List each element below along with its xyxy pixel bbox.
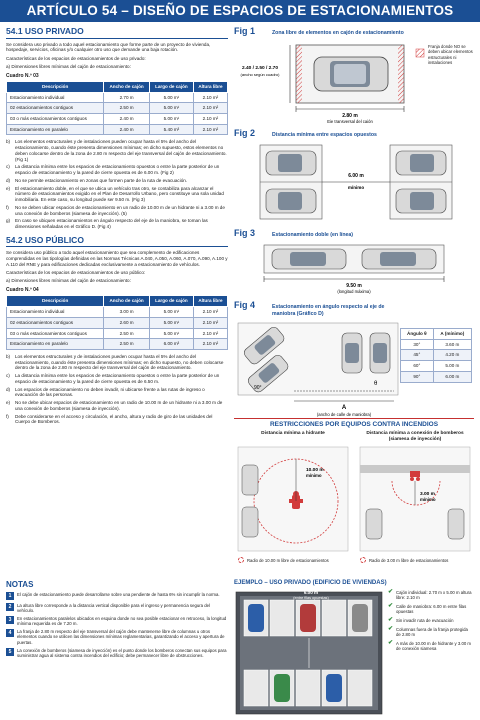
characteristics-label: Características de los espacios de estacionamientos de uso público:	[6, 270, 146, 276]
list-item: c) La distancia mínima entre los espacios de estacionamiento opuestos o entre la parte posterior de un espacio de estacionamiento y la pared de cierre opuesta es de 6.00 m. (Fig 2)	[6, 164, 220, 176]
figure-title: Zona libre de elementos en cajón de estacionamiento	[272, 30, 404, 36]
example-distance-note: (entre filas opuestas)	[293, 595, 329, 600]
page-title: ARTÍCULO 54 – DISEÑO DE ESPACIOS DE ESTACIONAMIENTOS	[0, 0, 480, 22]
right-column	[234, 26, 474, 569]
table-cell: Estacionamiento en paralelo	[7, 339, 104, 350]
table-row	[7, 328, 228, 339]
legend-swatch	[416, 49, 424, 57]
table-row	[7, 92, 228, 103]
car-icon	[266, 189, 316, 213]
table-header: A (mínimo)	[433, 329, 471, 340]
check-icon: ✔	[388, 602, 394, 609]
figure-4	[234, 300, 474, 417]
car-icon	[272, 249, 346, 269]
car-icon	[274, 674, 290, 702]
list-item: f) No se deben ubicar espacios de estacionamiento en un radio de 10.00 m de un hidrante ni a 3.00 m de una conexión de bomberos (siamesa de inyección). (5)	[6, 204, 225, 216]
list-item: e) No se debe ubicar espacios de estacionamiento en un radio de 10.00 m de un hidrante ni a 3.00 m de una conexión de bomberos (siamesa de inyección).	[6, 400, 223, 411]
left-column	[6, 26, 228, 427]
car-icon	[448, 509, 464, 539]
car-icon	[396, 189, 446, 213]
table-cell: 5.00 m¹	[149, 92, 193, 103]
siamese-distance: 3.00 m	[420, 492, 435, 498]
car-icon	[366, 509, 382, 539]
figure-3	[234, 228, 474, 296]
fig1-axis-label: Eje transversal del cajón	[327, 119, 373, 124]
table-header: Altura libre	[193, 81, 227, 92]
check-icon: ✔	[388, 625, 394, 632]
table-cell: 2.40 m	[104, 114, 150, 125]
subitem-a: a) Dimensiones libres mínimas del cajón de estacionamiento:	[6, 63, 131, 69]
fig3-diagram	[234, 241, 474, 295]
figure-title: Distancia mínima entre espacios opuestos	[272, 132, 377, 138]
table-header: Altura libre	[193, 296, 227, 307]
table-cell: 3.00 m	[104, 307, 150, 318]
dimensions-table-public	[6, 295, 228, 350]
fig2-diagram	[234, 141, 474, 223]
note-item: 4 La franja de 2.80 m respecto del eje transversal del cajón debe mantenerse libre de columnas u otros elementos cuando se utilicen las dimensiones mínimas reglamentarias, garantizando el acceso y apertura de puertas.	[6, 629, 228, 645]
table-header: Ángulo θ	[401, 329, 434, 340]
car-icon	[242, 507, 258, 537]
siamese-legend: Radio de 3.00 m libre de estacionamientos	[369, 557, 449, 563]
table-header: Largo de cajón	[149, 296, 193, 307]
table-cell: 5.40 m³	[149, 124, 193, 135]
note-item: 2 La altura libre corresponde a la distancia vertical disponible para el ingreso y permanencia segura del vehículo.	[6, 603, 228, 614]
table-cell: 5.00 m¹	[149, 328, 193, 339]
check-icon: ✔	[388, 616, 394, 623]
car-icon	[396, 151, 446, 175]
check-item: ✔ A más de 10.00 m de hidrante y 3.00 m de conexión siamesa	[388, 640, 472, 652]
car-icon	[326, 674, 342, 702]
figure-label: Fig 4	[234, 300, 256, 310]
restricted-strip	[296, 45, 302, 103]
angle-table	[400, 328, 472, 383]
figure-title: Estacionamiento en ángulo respecto al eje de maniobra (Gráfico D)	[272, 304, 385, 317]
table-row	[7, 307, 228, 318]
characteristics-label: Características de los espacios de estacionamientos de uso privado:	[6, 55, 146, 61]
table-cell: 2.60 m	[104, 317, 150, 328]
car-icon	[352, 604, 368, 632]
table-cell: 6.00 m	[433, 371, 471, 382]
fig4-a-caption: (ancho de calle de maniobra)	[316, 412, 372, 417]
table-cell: 2.70 m	[104, 92, 150, 103]
figure-label: Fig 2	[234, 128, 256, 138]
angle-90-label: 90°	[254, 385, 262, 391]
car-icon	[362, 249, 436, 269]
table-row	[401, 339, 472, 350]
legend-radius-icon	[360, 557, 366, 563]
table-cell: 5.00 m¹	[149, 114, 193, 125]
table-row	[401, 350, 472, 361]
fig4-diagram	[234, 319, 402, 419]
table-caption: Cuadro N.º 04	[6, 287, 39, 294]
figure-title: Estacionamiento doble (en línea)	[272, 232, 353, 238]
list-item: e) El estacionamiento doble, en el que se ubica un vehículo tras otro, se contabiliza para alcanzar el número de estacionamientos exigido en el Plan de Desarrollo Urbano, pero constituye una sola unidad inmobiliaria. En este caso, su longitud puede ser 9.50 m. (Fig 3)	[6, 185, 224, 203]
figure-label: Fig 1	[234, 26, 256, 36]
siamese-title: Distancia mínima a conexión de bomberos (siamesa de inyección)	[366, 431, 464, 443]
hydrant-distance: 10.00 m	[306, 468, 324, 474]
table-cell: 5.00 m	[433, 361, 471, 372]
example-checklist	[384, 590, 472, 716]
car-icon	[370, 333, 390, 373]
table-cell: 90°	[401, 371, 434, 382]
section-heading-uso-publico: 54.2 USO PÚBLICO	[6, 235, 228, 248]
table-cell: 02 estacionamientos contiguos	[7, 317, 104, 328]
table-cell: 2.10 m²	[193, 92, 227, 103]
table-row	[7, 114, 228, 125]
section-intro: Se considera uso privado a todo aquel estacionamiento que forme parte de un proyecto de vivienda, hospedaje, servicios, oficinas y/o cualquier otro uso que demande una baja rotación.	[6, 41, 211, 53]
table-row	[7, 317, 228, 328]
fig2-distance: 6.00 m	[348, 173, 364, 180]
table-cell: Estacionamiento individual	[7, 307, 104, 318]
table-header: Ancho de cajón	[104, 296, 150, 307]
car-icon	[266, 151, 316, 175]
table-cell: 60°	[401, 361, 434, 372]
fig1-legend: Franja donde NO se deben ubicar elementos estructurales ni instalaciones	[428, 44, 473, 65]
example-section	[234, 580, 474, 716]
car-icon	[300, 604, 316, 632]
fire-diagram	[234, 445, 474, 553]
check-icon: ✔	[388, 588, 394, 595]
table-cell: 2.40 m	[104, 124, 150, 135]
example-heading: EJEMPLO – USO PRIVADO (EDIFICIO DE VIVIENDAS)	[234, 580, 387, 586]
table-cell: 4.20 m	[433, 350, 471, 361]
rules-list-private	[6, 139, 228, 229]
check-item: ✔ Columnas fuera de la franja protegida de 2.80 m	[388, 625, 468, 638]
table-row	[7, 103, 228, 114]
hydrant-title: Distancia mínima a hidrante	[261, 431, 325, 437]
table-cell: 03 o más estacionamientos contiguos	[7, 114, 104, 125]
section-heading-uso-privado: 54.1 USO PRIVADO	[6, 26, 228, 39]
rules-list-public	[6, 354, 228, 425]
list-item: c) La distancia mínima entre los espacios de estacionamiento opuestos o entre la parte posterior de un espacio de estacionamiento y la pared de cierre opuesta es de 6.50 m.	[6, 373, 220, 384]
legend-radius-icon	[238, 557, 244, 563]
figure-1	[234, 26, 474, 124]
table-cell: 5.00 m¹	[149, 317, 193, 328]
fig1-width-note: (ancho según cuadro)	[240, 72, 280, 78]
restricted-strip	[398, 45, 404, 103]
subitem-a: a) Dimensiones libres mínimas del cajón de estacionamiento:	[6, 278, 131, 284]
figure-label: Fig 3	[234, 228, 256, 238]
car-icon	[342, 333, 362, 373]
table-cell: Estacionamiento en paralelo	[7, 124, 104, 135]
note-item: 1 El cajón de estacionamiento puede desarrollarse sobre una pendiente de hasta 6% sin incumplir la norma.	[6, 592, 228, 600]
table-cell: 3.60 m	[433, 339, 471, 350]
hydrant-distance-note: mínimo	[306, 473, 322, 479]
fig1-length: 2.80 m	[342, 113, 358, 120]
table-cell: 45°	[401, 350, 434, 361]
table-cell: 2.50 m	[104, 339, 150, 350]
table-cell: 2.50 m	[104, 328, 150, 339]
list-item: d) No se permite estacionamiento en zonas que formen parte de la ruta de evacuación.	[6, 177, 188, 183]
check-item: ✔ Cajón individual: 2.70 m x 5.00 m altura libre: 2.10 m	[388, 588, 472, 600]
check-item: ✔ Calle de maniobra: 6.00 m entre filas opuestas	[388, 602, 467, 615]
list-item: f) Debe considerarse en el acceso y circulación, el ancho, altura y radio de giro de las unidades del Cuerpo de Bomberos.	[6, 413, 213, 425]
list-item: d) Los espacios de estacionamiento no deben invadir, ni ubicarse frente a las rutas de ingreso o evacuación de las personas.	[6, 386, 205, 398]
table-cell: 2.10 m²	[193, 103, 227, 114]
table-row	[7, 124, 228, 135]
list-item: g) En caso se ubiquen estacionamientos en ángulo respecto del eje de la maniobra, se toman las dimensiones señaladas en el Gráfico D. (Fig 4)	[6, 218, 208, 230]
table-cell: 5.00 m¹	[149, 307, 193, 318]
table-row	[7, 339, 228, 350]
section-intro: Se considera uso público a todo aquel estacionamiento que sea complemento de edificaciones comprendidas en las tipologías definidas en las Normas Técnicas A.040, A.050, A.060, A.070, A.090, A.100 y A.110 del RNE y para edificaciones dedicadas exclusivamente a estacionamiento de vehículos.	[6, 250, 228, 267]
parking-row	[244, 670, 372, 706]
table-cell: 2.10 m²	[193, 328, 227, 339]
check-item: ✔ Sin invadir ruta de evacuación	[388, 616, 454, 623]
table-cell: 5.00 m¹	[149, 103, 193, 114]
figure-2	[234, 128, 474, 224]
note-item: 3 En estacionamientos paralelos ubicados en esquina donde no sea posible estacionar en retroceso, la longitud mínima requerida es de 7.20 m.	[6, 616, 228, 627]
list-item: b) Los elementos estructurales y de instalaciones pueden ocupar hasta el 5% del ancho del estacionamiento, cuando éste presenta dimensiones mínimas; en dicho supuesto, no deben colocarse dentro de la zona de 2.80 m respecto del eje transversal del cajón de estacionamiento.	[6, 353, 224, 371]
theta-label: θ	[374, 381, 378, 387]
notes-section	[6, 580, 228, 661]
hydrant-legend: Radio de 10.00 m libre de estacionamientos	[247, 557, 329, 563]
table-cell: 03 o más estacionamientos contiguos	[7, 328, 104, 339]
table-cell: 2.10 m²	[193, 307, 227, 318]
siamese-distance-note: mínimo	[420, 497, 436, 503]
table-cell: 2.10 m²	[193, 317, 227, 328]
table-cell: 2.10 m²	[193, 339, 227, 350]
car-icon	[242, 465, 258, 495]
note-item: 5 La conexión de bomberos (siamesa de inyección) es el punto donde los bomberos conectan sus equipos para suministrar agua al sistema contra incendios del edificio; debe permanecer libre de obstrucciones.	[6, 648, 228, 659]
list-item: b) Los elementos estructurales y de instalaciones pueden ocupar hasta el 5% del ancho del estacionamiento, cuando éste presenta dimensiones mínimas; en dicho supuesto, estos elementos no deben colocarse dentro de la zona de 2.80 m respecto del eje transversal del cajón de estacionamiento. (Fig 1)	[6, 139, 227, 162]
table-header: Descripción	[7, 81, 104, 92]
table-cell: 02 estacionamientos contiguos	[7, 103, 104, 114]
notes-heading: NOTAS	[6, 580, 34, 589]
fig4-a-label: A	[341, 405, 347, 411]
table-cell: 2.50 m	[104, 103, 150, 114]
fig1-width: 2.40 / 2.50 / 2.70	[241, 66, 279, 72]
table-cell: 2.10 m²	[193, 124, 227, 135]
table-caption: Cuadro N.º 03	[6, 72, 39, 79]
table-row	[401, 371, 472, 382]
fire-restrictions-heading: RESTRICCIONES POR EQUIPOS CONTRA INCENDIOS	[234, 418, 474, 429]
fig3-length: 9.50 m	[346, 283, 362, 290]
check-icon: ✔	[388, 640, 394, 647]
example-distance: 6.00 m	[303, 590, 319, 595]
table-header: Ancho de cajón	[104, 81, 150, 92]
dimensions-table-private	[6, 81, 228, 136]
fig2-distance-note: mínimo	[347, 185, 365, 191]
car-icon	[248, 604, 264, 632]
table-header: Descripción	[7, 296, 104, 307]
table-cell: Estacionamiento individual	[7, 92, 104, 103]
fire-restrictions	[234, 431, 474, 569]
table-header: Largo de cajón	[149, 81, 193, 92]
table-cell: 2.10 m²	[193, 114, 227, 125]
fig3-length-note: (longitud máxima)	[337, 289, 371, 295]
table-cell: 30°	[401, 339, 434, 350]
example-diagram	[234, 590, 384, 716]
table-cell: 6.00 m³	[149, 339, 193, 350]
car-icon	[314, 57, 388, 91]
table-row	[401, 361, 472, 372]
